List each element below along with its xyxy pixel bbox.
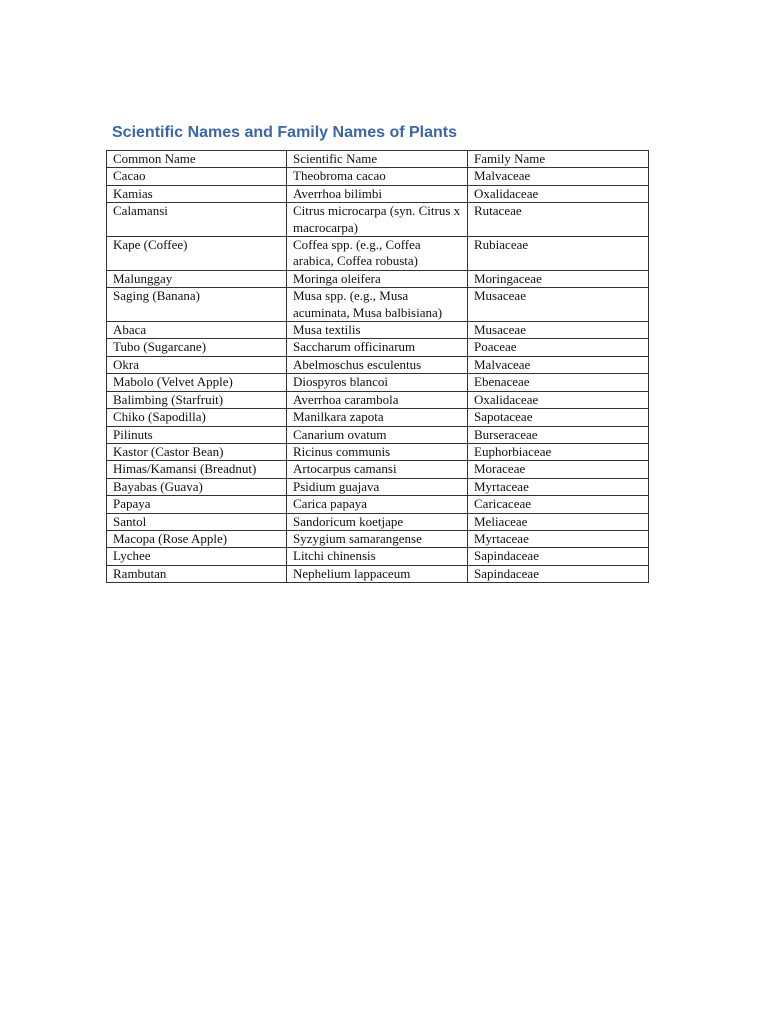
table-body	[107, 168, 649, 583]
family-name-cell: Malvaceae	[468, 356, 649, 373]
common-name-cell: Mabolo (Velvet Apple)	[107, 374, 287, 391]
family-name-cell: Myrtaceae	[468, 530, 649, 547]
common-name-cell: Kamias	[107, 185, 287, 202]
family-name-cell: Poaceae	[468, 339, 649, 356]
family-name-cell: Sapindaceae	[468, 565, 649, 582]
column-header-family-name: Family Name	[468, 151, 649, 168]
scientific-name-cell: Citrus microcarpa (syn. Citrus x macrocarpa)	[287, 203, 468, 237]
scientific-name-cell: Averrhoa bilimbi	[287, 185, 468, 202]
common-name-cell: Kape (Coffee)	[107, 237, 287, 271]
document-title: Scientific Names and Family Names of Plants	[112, 124, 458, 141]
table-header-row	[107, 151, 649, 168]
scientific-name-cell: Canarium ovatum	[287, 426, 468, 443]
common-name-cell: Chiko (Sapodilla)	[107, 409, 287, 426]
scientific-name-cell: Carica papaya	[287, 496, 468, 513]
table-row	[107, 496, 649, 513]
common-name-cell: Kastor (Castor Bean)	[107, 443, 287, 460]
scientific-name-cell: Ricinus communis	[287, 443, 468, 460]
common-name-cell: Macopa (Rose Apple)	[107, 530, 287, 547]
scientific-name-cell: Moringa oleifera	[287, 270, 468, 287]
scientific-name-cell: Coffea spp. (e.g., Coffea arabica, Coffea robusta)	[287, 237, 468, 271]
family-name-cell: Ebenaceae	[468, 374, 649, 391]
table-row	[107, 322, 649, 339]
common-name-cell: Balimbing (Starfruit)	[107, 391, 287, 408]
table-row	[107, 478, 649, 495]
table-row	[107, 548, 649, 565]
family-name-cell: Burseraceae	[468, 426, 649, 443]
family-name-cell: Euphorbiaceae	[468, 443, 649, 460]
scientific-name-cell: Saccharum officinarum	[287, 339, 468, 356]
family-name-cell: Sapindaceae	[468, 548, 649, 565]
scientific-name-cell: Litchi chinensis	[287, 548, 468, 565]
table-row	[107, 409, 649, 426]
scientific-name-cell: Sandoricum koetjape	[287, 513, 468, 530]
column-header-common-name: Common Name	[107, 151, 287, 168]
scientific-name-cell: Theobroma cacao	[287, 168, 468, 185]
common-name-cell: Papaya	[107, 496, 287, 513]
table-row	[107, 513, 649, 530]
family-name-cell: Moringaceae	[468, 270, 649, 287]
family-name-cell: Meliaceae	[468, 513, 649, 530]
table-row	[107, 185, 649, 202]
table-row	[107, 374, 649, 391]
common-name-cell: Abaca	[107, 322, 287, 339]
table-row	[107, 168, 649, 185]
table-row	[107, 391, 649, 408]
plants-table	[106, 150, 649, 583]
table-row	[107, 443, 649, 460]
table-row	[107, 270, 649, 287]
scientific-name-cell: Nephelium lappaceum	[287, 565, 468, 582]
common-name-cell: Cacao	[107, 168, 287, 185]
table-row	[107, 530, 649, 547]
family-name-cell: Rutaceae	[468, 203, 649, 237]
table-row	[107, 356, 649, 373]
scientific-name-cell: Psidium guajava	[287, 478, 468, 495]
family-name-cell: Myrtaceae	[468, 478, 649, 495]
common-name-cell: Okra	[107, 356, 287, 373]
family-name-cell: Oxalidaceae	[468, 391, 649, 408]
table-row	[107, 461, 649, 478]
family-name-cell: Musaceae	[468, 288, 649, 322]
table-row	[107, 339, 649, 356]
common-name-cell: Saging (Banana)	[107, 288, 287, 322]
table-row	[107, 237, 649, 271]
common-name-cell: Pilinuts	[107, 426, 287, 443]
common-name-cell: Himas/Kamansi (Breadnut)	[107, 461, 287, 478]
common-name-cell: Malunggay	[107, 270, 287, 287]
table-row	[107, 565, 649, 582]
common-name-cell: Calamansi	[107, 203, 287, 237]
common-name-cell: Santol	[107, 513, 287, 530]
common-name-cell: Tubo (Sugarcane)	[107, 339, 287, 356]
table-row	[107, 426, 649, 443]
family-name-cell: Sapotaceae	[468, 409, 649, 426]
scientific-name-cell: Manilkara zapota	[287, 409, 468, 426]
scientific-name-cell: Averrhoa carambola	[287, 391, 468, 408]
scientific-name-cell: Diospyros blancoi	[287, 374, 468, 391]
common-name-cell: Lychee	[107, 548, 287, 565]
table-row	[107, 288, 649, 322]
scientific-name-cell: Abelmoschus esculentus	[287, 356, 468, 373]
column-header-scientific-name: Scientific Name	[287, 151, 468, 168]
scientific-name-cell: Syzygium samarangense	[287, 530, 468, 547]
family-name-cell: Moraceae	[468, 461, 649, 478]
family-name-cell: Malvaceae	[468, 168, 649, 185]
family-name-cell: Musaceae	[468, 322, 649, 339]
family-name-cell: Rubiaceae	[468, 237, 649, 271]
table-row	[107, 203, 649, 237]
common-name-cell: Bayabas (Guava)	[107, 478, 287, 495]
family-name-cell: Oxalidaceae	[468, 185, 649, 202]
common-name-cell: Rambutan	[107, 565, 287, 582]
family-name-cell: Caricaceae	[468, 496, 649, 513]
scientific-name-cell: Musa textilis	[287, 322, 468, 339]
scientific-name-cell: Artocarpus camansi	[287, 461, 468, 478]
scientific-name-cell: Musa spp. (e.g., Musa acuminata, Musa balbisiana)	[287, 288, 468, 322]
